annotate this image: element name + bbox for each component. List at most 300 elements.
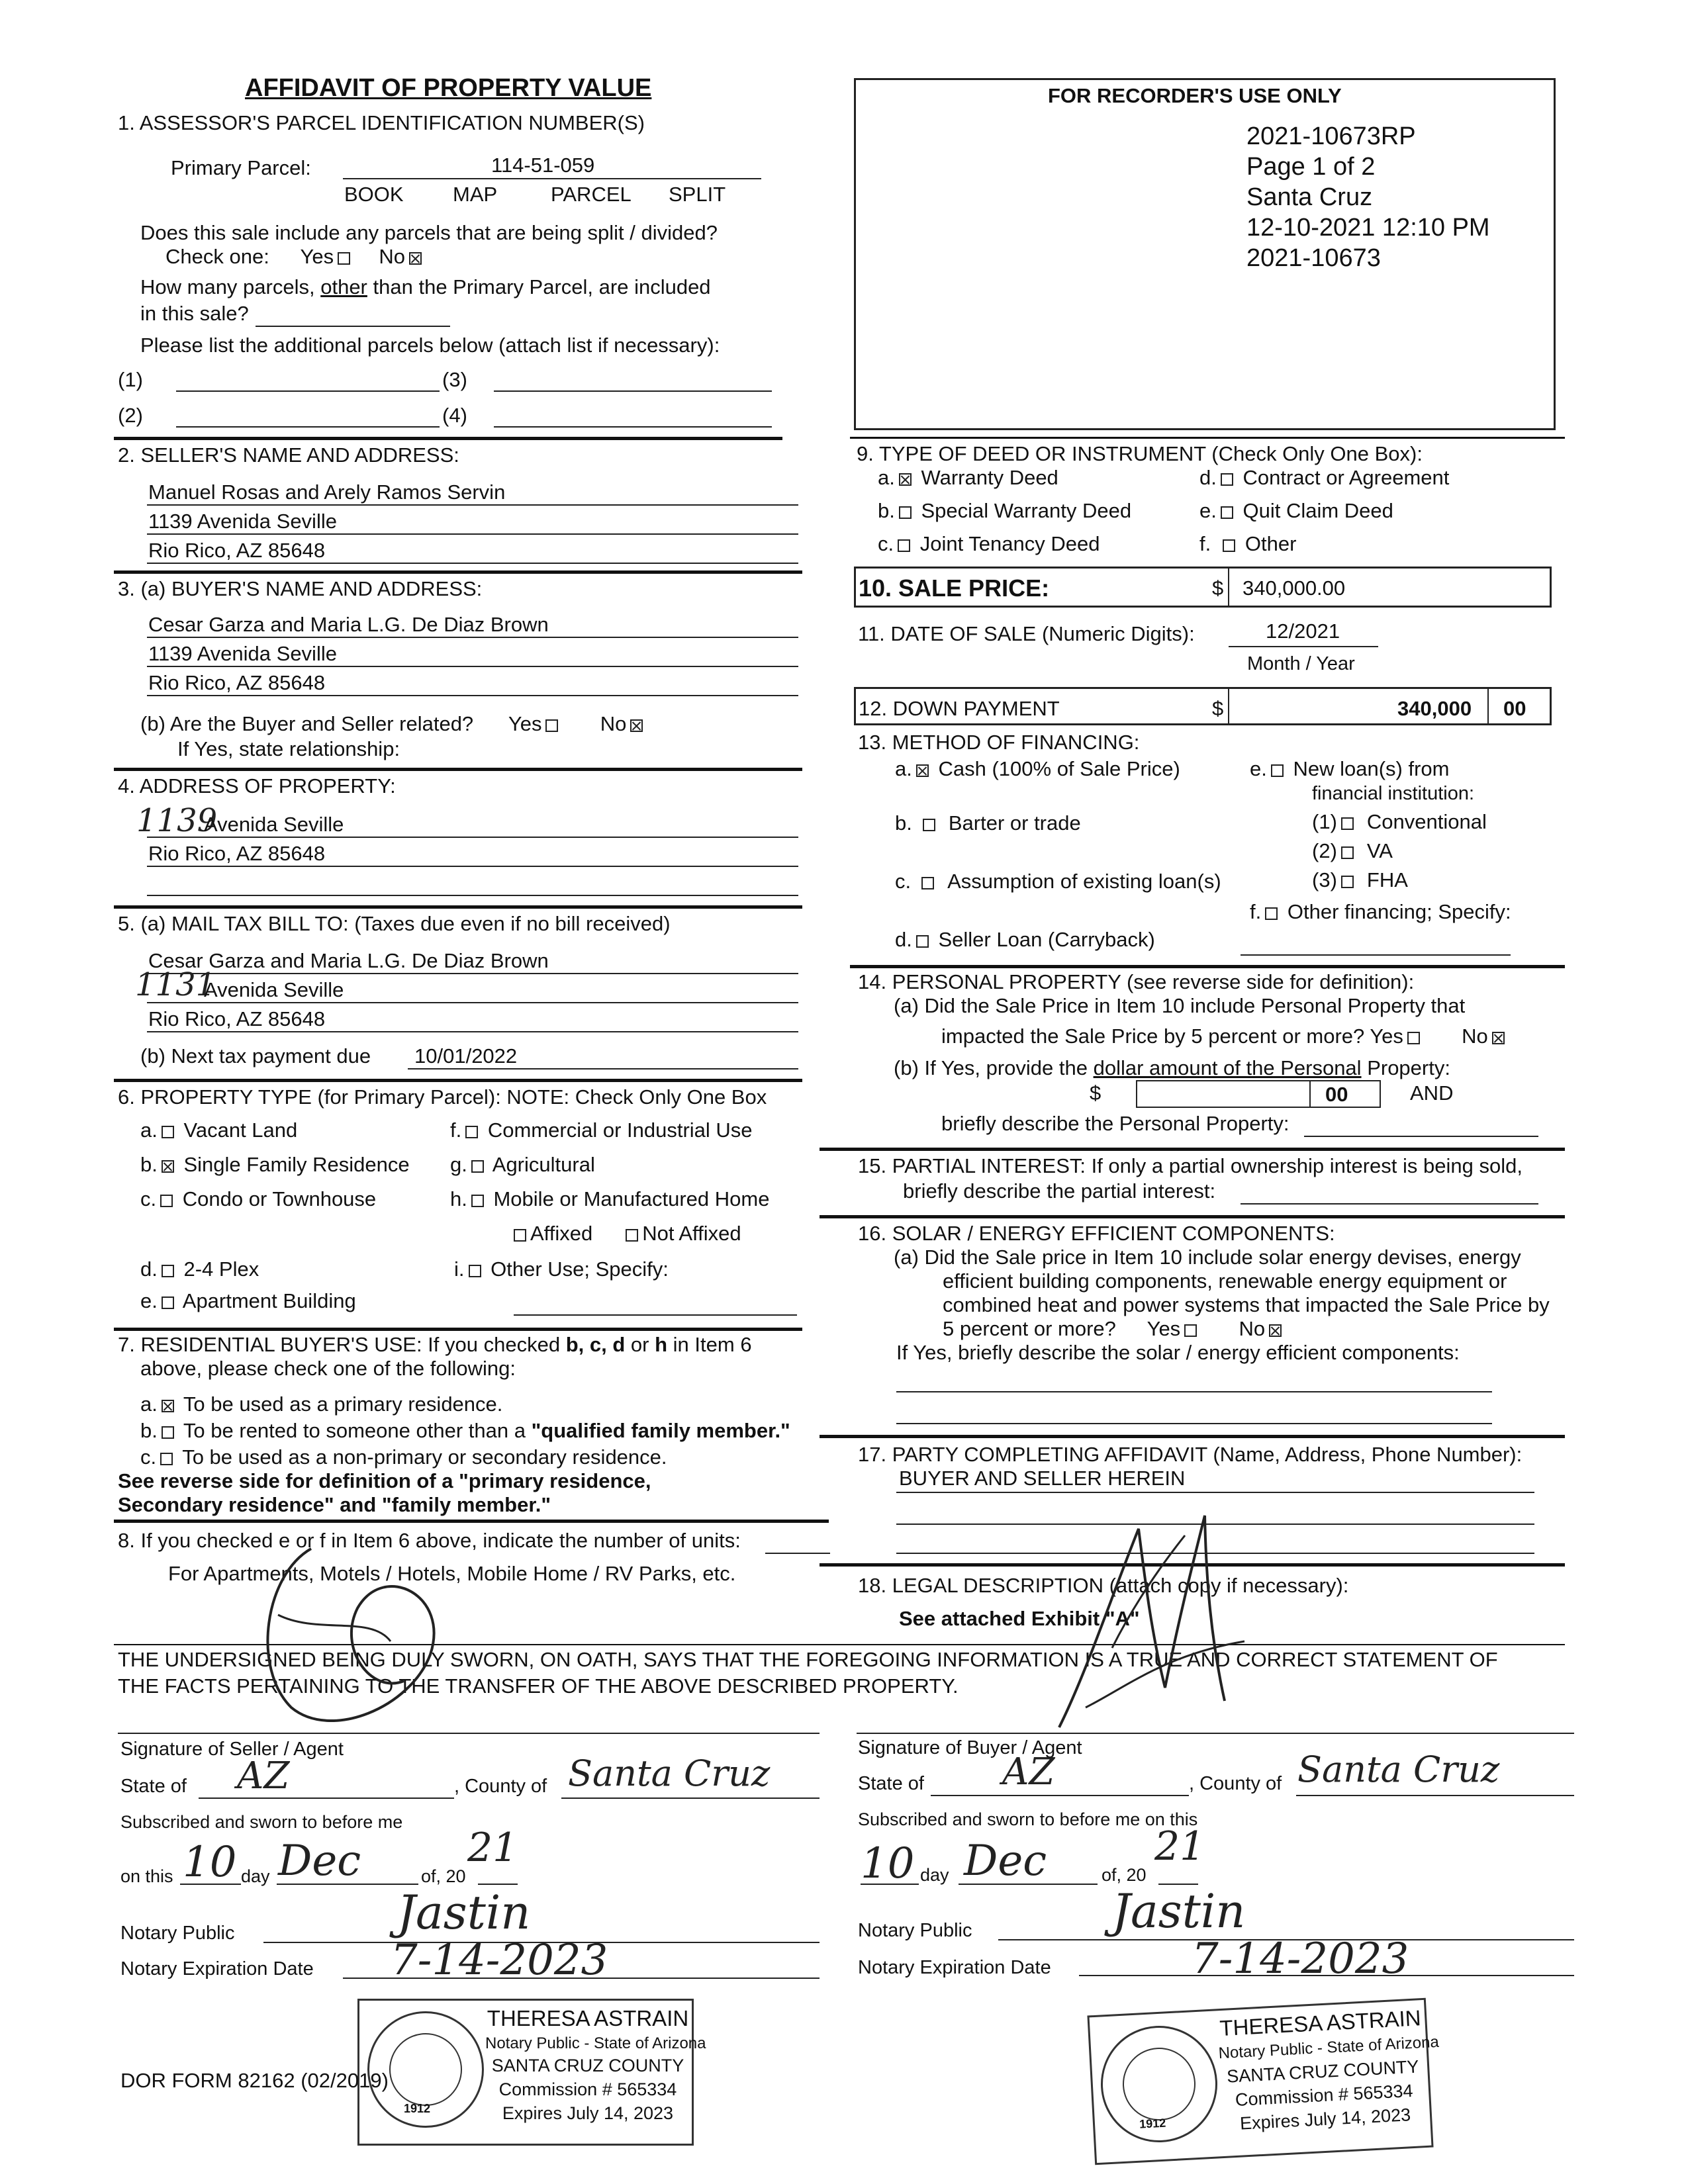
buyer-line-3: [147, 695, 798, 696]
fin-f-checkbox[interactable]: [1265, 907, 1278, 920]
notary-stamp-left: [357, 1999, 706, 2146]
fin-e1-checkbox[interactable]: [1341, 817, 1354, 830]
party-completing-value: BUYER AND SELLER HEREIN: [899, 1467, 1186, 1490]
divider-s15: [820, 1215, 1565, 1218]
s15-line-2: briefly describe the partial interest:: [903, 1179, 1216, 1203]
divider-s7: [114, 1520, 829, 1523]
oath-line-2: THE FACTS PERTAINING TO THE TRANSFER OF THE ABOVE DESCRIBED PROPERTY.: [118, 1674, 959, 1698]
split-check-row: [165, 245, 426, 269]
seller-year-handwritten: 21: [467, 1825, 518, 1871]
fin-f-row: f. Other financing; Specify:: [1250, 900, 1511, 923]
down-payment-value: 340,000: [1397, 697, 1472, 720]
buyer-day-label: day: [920, 1865, 949, 1885]
type-f-label: Commercial or Industrial Use: [487, 1118, 753, 1142]
fin-c-label: Assumption of existing loan(s): [947, 870, 1221, 893]
buyer-state-handwritten: AZ: [1002, 1751, 1055, 1794]
seller-state-handwritten: AZ: [237, 1754, 290, 1797]
type-c-label: Condo or Townhouse: [182, 1187, 377, 1210]
primary-parcel-label: Primary Parcel:: [171, 156, 311, 179]
property-line-1: [147, 837, 798, 838]
seller-signature-scribble: [238, 1535, 463, 1747]
buyer-state-line: [931, 1795, 1189, 1796]
fin-d-checkbox[interactable]: [916, 935, 929, 948]
s14-b1-underlined: dollar amount of the Personal: [1093, 1056, 1362, 1079]
down-payment-divider: [1228, 689, 1229, 725]
solar-no-checkbox[interactable]: [1269, 1324, 1282, 1337]
related-yes-label: Yes: [508, 712, 542, 735]
seller-county-label: , County of: [454, 1776, 547, 1797]
sale-price-value: 340,000.00: [1243, 576, 1346, 600]
type-h-checkbox[interactable]: [471, 1195, 484, 1207]
seller-day-label: day: [241, 1866, 270, 1886]
solar-yes-checkbox[interactable]: [1184, 1324, 1197, 1337]
type-b-label: Single Family Residence: [183, 1153, 410, 1176]
fin-e2-row: (2) VA: [1312, 839, 1393, 862]
buyer-expiration-label: Notary Expiration Date: [858, 1957, 1051, 1978]
recorder-datetime: 12-10-2021 12:10 PM: [1246, 214, 1490, 242]
down-payment-label: 12. DOWN PAYMENT: [859, 697, 1060, 720]
stamp-line-5-left: Expires July 14, 2023: [502, 2103, 674, 2123]
s4-heading: 4. ADDRESS OF PROPERTY:: [118, 774, 396, 797]
deed-b-label: Special Warranty Deed: [921, 499, 1132, 522]
units-line[interactable]: [765, 1553, 830, 1554]
pp-no-label: No: [1462, 1024, 1488, 1048]
tax-bill-line-2: [147, 1002, 798, 1003]
s17-heading: 17. PARTY COMPLETING AFFIDAVIT (Name, Address, Phone Number):: [858, 1443, 1523, 1466]
deed-c-label: Joint Tenancy Deed: [919, 532, 1100, 555]
down-payment-box: [854, 687, 1552, 725]
s14-b1-row: [894, 1056, 1450, 1080]
s14-heading: 14. PERSONAL PROPERTY (see reverse side for definition):: [858, 970, 1415, 993]
s14-a2-row: [941, 1024, 1509, 1048]
type-i-row: i. Other Use; Specify:: [454, 1257, 669, 1281]
buyer-signature-scribble: [1033, 1489, 1271, 1754]
type-d-checkbox[interactable]: [162, 1265, 174, 1277]
parcel-4-line[interactable]: [494, 426, 772, 428]
type-h-label: Mobile or Manufactured Home: [493, 1187, 770, 1210]
fin-c-checkbox[interactable]: [921, 877, 934, 889]
related-no-label: No: [600, 712, 627, 735]
related-no-checkbox[interactable]: [630, 719, 643, 732]
type-e-label: Apartment Building: [182, 1289, 356, 1312]
legal-description-value: See attached Exhibit "A": [899, 1607, 1140, 1630]
property-line-3: [147, 895, 798, 896]
use-c-checkbox[interactable]: [160, 1453, 173, 1465]
split-yes-label: Yes: [300, 245, 334, 268]
divider-s3: [114, 768, 802, 771]
tax-bill-line-3: [147, 1031, 798, 1032]
sale-price-dollar: $: [1212, 576, 1224, 600]
parcel-2-label: (2): [118, 404, 143, 427]
date-of-sale-value: 12/2021: [1266, 619, 1340, 643]
divider-s2: [114, 570, 802, 574]
tax-bill-address-2: Rio Rico, AZ 85648: [148, 1007, 326, 1030]
fin-e3-row: (3) FHA: [1312, 868, 1408, 891]
fin-c-row: c. Assumption of existing loan(s): [895, 870, 1221, 893]
s7-note-2: Secondary residence" and "family member.": [118, 1493, 551, 1516]
col-split: SPLIT: [669, 183, 726, 206]
s9-heading: 9. TYPE OF DEED OR INSTRUMENT (Check Only One Box):: [857, 442, 1423, 465]
fin-d-row: d. Seller Loan (Carryback): [895, 928, 1155, 951]
s13-heading: 13. METHOD OF FINANCING:: [858, 731, 1140, 754]
seller-name: Manuel Rosas and Arely Ramos Servin: [148, 480, 506, 504]
recorder-doc-number: 2021-10673RP: [1246, 122, 1416, 150]
relationship-label: If Yes, state relationship:: [177, 737, 400, 760]
solar-yes-label: Yes: [1147, 1317, 1181, 1340]
seller-year-line: [478, 1884, 518, 1885]
use-c-label: To be used as a non-primary or secondary residence.: [182, 1445, 667, 1469]
stamp-line-4-right: Commission # 565334: [1235, 2080, 1414, 2111]
how-many-other: other: [320, 275, 367, 298]
s18-heading: 18. LEGAL DESCRIPTION (attach copy if necessary):: [858, 1574, 1349, 1597]
fin-d-label: Seller Loan (Carryback): [938, 928, 1155, 951]
buyer-month-handwritten: Dec: [964, 1837, 1047, 1886]
notary-stamp-right: [1087, 1998, 1440, 2165]
parcel-3-label: (3): [442, 368, 467, 391]
fin-b-label: Barter or trade: [948, 811, 1081, 835]
col-book: BOOK: [344, 183, 404, 206]
fin-a-label: Cash (100% of Sale Price): [938, 757, 1180, 780]
pp-yes-checkbox[interactable]: [1407, 1032, 1420, 1044]
divider-s4: [114, 905, 802, 909]
deed-f-label: Other: [1244, 532, 1297, 555]
how-many-question: [140, 275, 711, 299]
deed-a-checkbox[interactable]: [899, 473, 912, 486]
use-b-row: b. To be rented to someone other than a "qualified family member.": [140, 1419, 790, 1442]
seller-expiration-handwritten: 7-14-2023: [391, 1936, 608, 1985]
how-many-text-3: in this sale?: [140, 302, 249, 325]
type-d-row: d. 2-4 Plex: [140, 1257, 259, 1281]
s7-heading: [118, 1333, 752, 1357]
s14-a1: (a) Did the Sale Price in Item 10 include Personal Property that: [894, 994, 1466, 1017]
tax-bill-line-1: [147, 973, 798, 974]
s3-heading: 3. (a) BUYER'S NAME AND ADDRESS:: [118, 577, 483, 600]
seller-signature-label: Signature of Seller / Agent: [120, 1739, 344, 1760]
stamp-name-right: THERESA ASTRAIN: [1219, 2005, 1422, 2041]
type-i-checkbox[interactable]: [469, 1265, 481, 1277]
type-a-checkbox[interactable]: [162, 1126, 174, 1138]
recorder-box: [854, 78, 1556, 430]
sale-price-label: 10. SALE PRICE:: [859, 574, 1050, 602]
stamp-line-4-left: Commission # 565334: [498, 2079, 677, 2099]
type-c-row: c. Condo or Townhouse: [140, 1187, 377, 1210]
deed-c-checkbox[interactable]: [898, 539, 910, 552]
seller-line-3: [147, 563, 798, 564]
pp-amount-box[interactable]: [1136, 1080, 1381, 1108]
split-no-checkbox[interactable]: [409, 252, 422, 265]
seller-day-handwritten: 10: [183, 1838, 237, 1887]
divider-s13: [850, 965, 1565, 968]
deed-e-checkbox[interactable]: [1221, 506, 1233, 519]
pp-cents: 00: [1325, 1083, 1348, 1106]
buyer-expiration-handwritten: 7-14-2023: [1192, 1934, 1409, 1983]
buyer-address-2: Rio Rico, AZ 85648: [148, 671, 326, 694]
buyer-notary-label: Notary Public: [858, 1920, 972, 1941]
type-g-row: g. Agricultural: [450, 1153, 595, 1176]
use-b-checkbox[interactable]: [162, 1426, 174, 1439]
s7-heading-3: above, please check one of the following:: [140, 1357, 516, 1380]
fin-a-checkbox[interactable]: [916, 764, 929, 777]
not-affixed-label: Not Affixed: [642, 1222, 741, 1245]
col-parcel: PARCEL: [551, 183, 632, 206]
next-tax-value: 10/01/2022: [414, 1044, 518, 1068]
split-no-label: No: [379, 245, 405, 268]
s8-line-1: 8. If you checked e or f in Item 6 above, indicate the number of units:: [118, 1529, 741, 1552]
stamp-line-3-left: SANTA CRUZ COUNTY: [491, 2056, 684, 2075]
use-a-label: To be used as a primary residence.: [183, 1392, 503, 1416]
divider-s5: [114, 1079, 802, 1082]
not-affixed-checkbox[interactable]: [626, 1229, 638, 1242]
stamp-line-2-left: Notary Public - State of Arizona: [485, 2034, 706, 2052]
recorder-page: Page 1 of 2: [1246, 153, 1376, 181]
fin-e1-label: Conventional: [1366, 810, 1487, 833]
primary-parcel-line: [343, 178, 761, 179]
form-id: DOR FORM 82162 (02/2019): [120, 2069, 389, 2092]
type-b-checkbox[interactable]: [162, 1160, 174, 1173]
deed-e-row: e. Quit Claim Deed: [1199, 499, 1393, 522]
s16-l5: If Yes, briefly describe the solar / energy efficient components:: [896, 1341, 1460, 1364]
solar-line-2[interactable]: [896, 1423, 1492, 1424]
pp-and: AND: [1410, 1081, 1454, 1105]
primary-parcel-value: 114-51-059: [491, 154, 595, 177]
fin-e3-checkbox[interactable]: [1341, 876, 1354, 888]
fin-e-checkbox[interactable]: [1271, 764, 1284, 777]
affixed-label: Affixed: [530, 1222, 593, 1245]
seller-notary-label: Notary Public: [120, 1923, 235, 1944]
fin-b-checkbox[interactable]: [923, 819, 935, 831]
s2-heading: 2. SELLER'S NAME AND ADDRESS:: [118, 443, 459, 467]
pp-amount-divider: [1309, 1081, 1311, 1107]
tax-bill-number-handwritten: 1131: [135, 966, 216, 1003]
type-e-checkbox[interactable]: [162, 1297, 174, 1309]
buyer-day-handwritten: 10: [861, 1839, 915, 1888]
fin-e2-label: VA: [1366, 839, 1393, 862]
s16-heading: 16. SOLAR / ENERGY EFFICIENT COMPONENTS:: [858, 1222, 1335, 1245]
divider-s16: [820, 1435, 1565, 1438]
seller-month-handwritten: Dec: [278, 1837, 361, 1886]
seller-county-line: [561, 1797, 820, 1799]
buyer-county-handwritten: Santa Cruz: [1297, 1749, 1500, 1790]
seller-line-2: [147, 533, 798, 535]
property-number-handwritten: 1139: [136, 802, 218, 839]
type-f-checkbox[interactable]: [465, 1126, 478, 1138]
seller-on-this-label: on this: [120, 1866, 173, 1886]
oath-line-1: THE UNDERSIGNED BEING DULY SWORN, ON OATH, SAYS THAT THE FOREGOING INFORMATION IS A TRUE AND CORRECT STATEMENT OF: [118, 1648, 1498, 1671]
solar-no-label: No: [1239, 1317, 1266, 1340]
buyer-county-line: [1296, 1795, 1574, 1796]
parcel-1-line[interactable]: [176, 390, 440, 392]
related-row: [140, 712, 647, 736]
use-a-row: a. To be used as a primary residence.: [140, 1392, 503, 1416]
divider-s1: [114, 437, 782, 440]
date-of-sale-line: [1229, 646, 1378, 647]
state-seal-right: [1098, 2023, 1221, 2146]
form-title: AFFIDAVIT OF PROPERTY VALUE: [245, 74, 652, 102]
divider-s14: [820, 1148, 1565, 1151]
affixed-checkbox[interactable]: [514, 1229, 526, 1242]
fin-e1-row: (1) Conventional: [1312, 810, 1487, 833]
s16-l4: 5 percent or more?: [943, 1317, 1116, 1340]
s7-note-1: See reverse side for definition of a "primary residence,: [118, 1469, 651, 1492]
related-question: (b) Are the Buyer and Seller related?: [140, 712, 474, 735]
recorder-fee-number: 2021-10673: [1246, 244, 1381, 272]
seller-expiration-label: Notary Expiration Date: [120, 1958, 314, 1979]
deed-a-row: a. Warranty Deed: [878, 466, 1058, 489]
parcel-4-label: (4): [442, 404, 467, 427]
use-a-checkbox[interactable]: [162, 1400, 174, 1412]
down-payment-dollar: $: [1212, 697, 1224, 720]
fin-e-label-2: financial institution:: [1312, 783, 1475, 804]
type-d-label: 2-4 Plex: [183, 1257, 259, 1281]
fin-e-label: New loan(s) from: [1293, 757, 1450, 780]
deed-c-row: c. Joint Tenancy Deed: [878, 532, 1100, 555]
buyer-name: Cesar Garza and Maria L.G. De Diaz Brown: [148, 613, 549, 636]
pp-no-checkbox[interactable]: [1492, 1032, 1505, 1044]
partial-interest-line[interactable]: [1241, 1203, 1538, 1205]
type-b-row: b. Single Family Residence: [140, 1153, 410, 1176]
tax-bill-name: Cesar Garza and Maria L.G. De Diaz Brown: [148, 949, 549, 972]
fin-a-row: a. Cash (100% of Sale Price): [895, 757, 1180, 780]
deed-a-label: Warranty Deed: [921, 466, 1058, 489]
buyer-sworn-label: Subscribed and sworn to before me on this: [858, 1809, 1198, 1829]
s7-heading-bold: b, c, d: [565, 1333, 626, 1356]
how-many-line[interactable]: [256, 326, 450, 327]
buyer-year-label: of, 20: [1102, 1865, 1147, 1885]
state-seal-inner-left: [389, 2033, 462, 2106]
type-c-checkbox[interactable]: [160, 1195, 173, 1207]
deed-d-row: d. Contract or Agreement: [1199, 466, 1450, 489]
deed-d-checkbox[interactable]: [1221, 473, 1233, 486]
seal-year-left: 1912: [404, 2102, 431, 2115]
s7-heading-or: or: [630, 1333, 649, 1356]
s15-line-1: 15. PARTIAL INTEREST: If only a partial ownership interest is being sold,: [858, 1154, 1523, 1177]
next-tax-line: [408, 1068, 798, 1069]
how-many-text-1: How many parcels,: [140, 275, 315, 298]
s5-heading: 5. (a) MAIL TAX BILL TO: (Taxes due even if no bill received): [118, 912, 671, 935]
seller-address-1: 1139 Avenida Seville: [148, 510, 337, 533]
affixed-row: [510, 1222, 741, 1246]
related-yes-checkbox[interactable]: [545, 719, 558, 732]
pp-describe-line[interactable]: [1304, 1136, 1538, 1137]
s8-line-2: For Apartments, Motels / Hotels, Mobile Home / RV Parks, etc.: [168, 1562, 736, 1585]
solar-line-1[interactable]: [896, 1391, 1492, 1392]
date-of-sale-sub: Month / Year: [1247, 653, 1355, 674]
property-address-1: Avenida Seville: [204, 813, 344, 836]
seller-state-line: [199, 1797, 454, 1799]
stamp-name-left: THERESA ASTRAIN: [487, 2006, 689, 2030]
s7-heading-1: 7. RESIDENTIAL BUYER'S USE: If you checked: [118, 1333, 561, 1356]
deed-e-label: Quit Claim Deed: [1243, 499, 1393, 522]
divider-recorder: [850, 437, 1565, 439]
recorder-header: FOR RECORDER'S USE ONLY: [1048, 84, 1342, 107]
date-of-sale-label: 11. DATE OF SALE (Numeric Digits):: [858, 622, 1195, 645]
s16-l3: combined heat and power systems that impacted the Sale Price by: [943, 1293, 1550, 1316]
type-g-checkbox[interactable]: [471, 1160, 484, 1173]
s16-l4-row: [943, 1317, 1286, 1341]
fin-f-label: Other financing; Specify:: [1287, 900, 1511, 923]
state-seal-inner-right: [1121, 2046, 1197, 2122]
type-i-label: Other Use; Specify:: [491, 1257, 669, 1281]
col-map: MAP: [453, 183, 498, 206]
s7-heading-h: h: [655, 1333, 668, 1356]
down-payment-cents-divider: [1487, 689, 1489, 725]
s1-heading: 1. ASSESSOR'S PARCEL IDENTIFICATION NUMBER(S): [118, 111, 645, 134]
property-line-2: [147, 866, 798, 867]
use-c-row: c. To be used as a non-primary or secondary residence.: [140, 1445, 667, 1469]
deed-d-label: Contract or Agreement: [1243, 466, 1450, 489]
split-yes-checkbox[interactable]: [338, 252, 350, 265]
type-h-row: h. Mobile or Manufactured Home: [450, 1187, 770, 1210]
pp-yes-label: Yes: [1370, 1024, 1403, 1048]
buyer-notary-signature: Jastin: [1112, 1884, 1246, 1938]
s14-b1: (b) If Yes, provide the: [894, 1056, 1088, 1079]
s14-a2: impacted the Sale Price by 5 percent or more?: [941, 1024, 1365, 1048]
fin-e-row: e. New loan(s) from: [1250, 757, 1450, 780]
seller-year-label: of, 20: [421, 1866, 466, 1886]
fin-e3-label: FHA: [1366, 868, 1408, 891]
seal-year-right: 1912: [1139, 2116, 1166, 2131]
stamp-line-5-right: Expires July 14, 2023: [1239, 2105, 1411, 2134]
parcel-1-label: (1): [118, 368, 143, 391]
type-i-line[interactable]: [514, 1314, 797, 1316]
how-many-text-2: than the Primary Parcel, are included: [373, 275, 711, 298]
type-a-label: Vacant Land: [183, 1118, 298, 1142]
deed-f-row: f. Other: [1199, 532, 1297, 555]
seller-sworn-label: Subscribed and sworn to before me: [120, 1812, 403, 1832]
s14-b3: briefly describe the Personal Property:: [941, 1112, 1289, 1135]
buyer-county-label: , County of: [1189, 1773, 1282, 1794]
divider-s6: [114, 1328, 802, 1331]
pp-dollar: $: [1090, 1081, 1102, 1105]
property-address-2: Rio Rico, AZ 85648: [148, 842, 326, 865]
s14-b1-end: Property:: [1367, 1056, 1450, 1079]
parcel-3-line[interactable]: [494, 390, 772, 392]
seller-line-1: [147, 504, 798, 506]
deed-f-checkbox[interactable]: [1223, 539, 1235, 552]
deed-b-checkbox[interactable]: [899, 506, 912, 519]
check-one-label: Check one:: [165, 245, 269, 268]
stamp-line-2-right: Notary Public - State of Arizona: [1217, 2032, 1440, 2063]
seller-address-2: Rio Rico, AZ 85648: [148, 539, 326, 562]
seller-signature-line[interactable]: [118, 1733, 820, 1734]
seller-notary-signature: Jastin: [397, 1886, 531, 1940]
seller-state-label: State of: [120, 1776, 187, 1797]
down-payment-cents: 00: [1503, 697, 1526, 720]
parcel-2-line[interactable]: [176, 426, 440, 428]
fin-e2-checkbox[interactable]: [1341, 846, 1354, 859]
buyer-address-1: 1139 Avenida Seville: [148, 642, 337, 665]
type-a-row: a. Vacant Land: [140, 1118, 298, 1142]
tax-bill-address-1: Avenida Seville: [204, 978, 344, 1001]
sale-price-divider: [1228, 569, 1229, 607]
type-f-row: f. Commercial or Industrial Use: [450, 1118, 753, 1142]
stamp-line-3-right: SANTA CRUZ COUNTY: [1226, 2056, 1420, 2087]
next-tax-label: (b) Next tax payment due: [140, 1044, 371, 1068]
type-e-row: e. Apartment Building: [140, 1289, 356, 1312]
s7-heading-2: in Item 6: [673, 1333, 752, 1356]
fin-f-line[interactable]: [1241, 954, 1511, 956]
s16-l1: (a) Did the Sale price in Item 10 include solar energy devises, energy: [894, 1246, 1521, 1269]
list-label: Please list the additional parcels below (attach list if necessary):: [140, 334, 720, 357]
buyer-line-2: [147, 666, 798, 667]
deed-b-row: b. Special Warranty Deed: [878, 499, 1132, 522]
seller-county-handwritten: Santa Cruz: [568, 1752, 771, 1794]
use-b-label: To be rented to someone other than a: [183, 1419, 526, 1442]
split-question: Does this sale include any parcels that are being split / divided?: [140, 221, 718, 244]
sale-price-box: [854, 567, 1552, 608]
s6-heading: 6. PROPERTY TYPE (for Primary Parcel): NOTE: Check Only One Box: [118, 1085, 767, 1109]
buyer-line-1: [147, 637, 798, 638]
